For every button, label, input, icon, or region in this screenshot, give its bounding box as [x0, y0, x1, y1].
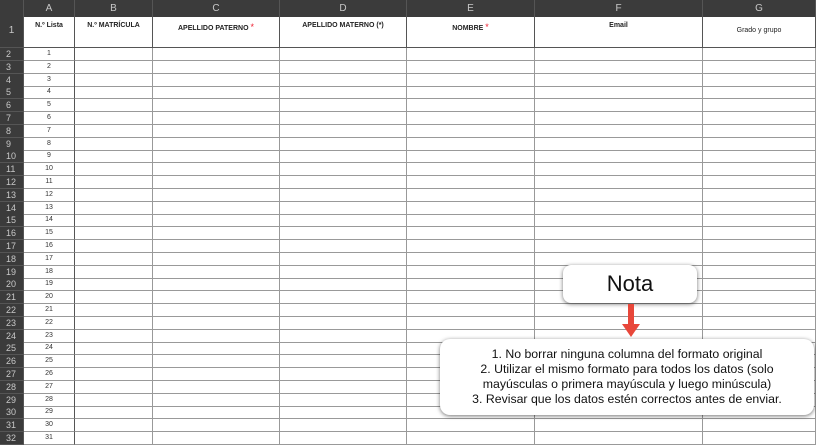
cell-apellido-materno[interactable] — [280, 253, 407, 266]
cell-matricula[interactable] — [75, 253, 153, 266]
cell-matricula[interactable] — [75, 394, 153, 407]
cell-apellido-paterno[interactable] — [153, 112, 280, 125]
cell-apellido-paterno[interactable] — [153, 253, 280, 266]
table-row — [0, 253, 816, 266]
table-row — [0, 432, 816, 445]
cell-apellido-paterno[interactable] — [153, 61, 280, 74]
cell-email[interactable] — [535, 253, 703, 266]
row-number[interactable]: 8 — [0, 125, 24, 138]
note-title-callout — [563, 265, 697, 303]
row-number[interactable]: 17 — [0, 240, 24, 253]
cell-apellido-paterno[interactable] — [153, 138, 280, 151]
table-row — [0, 112, 816, 125]
cell-grado-grupo[interactable] — [703, 112, 816, 125]
header-text: Email — [609, 22, 628, 29]
cell-apellido-paterno[interactable] — [153, 214, 280, 227]
cell-nombre[interactable] — [407, 125, 535, 138]
cell-matricula[interactable] — [75, 138, 153, 151]
cell-n-lista[interactable]: 5 — [24, 99, 75, 112]
cell-apellido-paterno[interactable] — [153, 48, 280, 61]
column-header-d[interactable]: D — [280, 0, 407, 17]
cell-email[interactable] — [535, 432, 703, 445]
row-number[interactable]: 19 — [0, 266, 24, 279]
row-number[interactable]: 31 — [0, 419, 24, 432]
cell-n-lista[interactable]: 6 — [24, 112, 75, 125]
cell-email[interactable] — [535, 150, 703, 163]
cell-n-lista[interactable]: 27 — [24, 381, 75, 394]
row-number[interactable]: 6 — [0, 99, 24, 112]
cell-apellido-materno[interactable] — [280, 48, 407, 61]
cell-apellido-paterno[interactable] — [153, 99, 280, 112]
header-text: N.º MATRÍCULA — [87, 22, 140, 29]
cell-email[interactable] — [535, 419, 703, 432]
column-header-e[interactable]: E — [407, 0, 535, 17]
note-line-4: 3. Revisar que los datos estén correctos antes de enviar. — [472, 392, 782, 406]
cell-grado-grupo[interactable] — [703, 86, 816, 99]
row-number[interactable]: 3 — [0, 61, 24, 74]
table-row — [0, 189, 816, 202]
row-number[interactable]: 26 — [0, 355, 24, 368]
row-number[interactable]: 23 — [0, 317, 24, 330]
cell-matricula[interactable] — [75, 291, 153, 304]
cell-email[interactable] — [535, 112, 703, 125]
cell-apellido-paterno[interactable] — [153, 368, 280, 381]
cell-n-lista[interactable]: 31 — [24, 432, 75, 445]
cell-nombre[interactable] — [407, 419, 535, 432]
cell-apellido-materno[interactable] — [280, 291, 407, 304]
cell-apellido-materno[interactable] — [280, 406, 407, 419]
cell-apellido-materno[interactable] — [280, 304, 407, 317]
column-header-c[interactable]: C — [153, 0, 280, 17]
table-row — [0, 74, 816, 87]
header-text: NOMBRE — [452, 25, 484, 32]
cell-apellido-materno[interactable] — [280, 317, 407, 330]
cell-matricula[interactable] — [75, 278, 153, 291]
cell-nombre[interactable] — [407, 112, 535, 125]
cell-apellido-paterno[interactable] — [153, 432, 280, 445]
cell-nombre[interactable] — [407, 163, 535, 176]
table-row — [0, 99, 816, 112]
arrow-shaft — [628, 304, 634, 326]
row-number[interactable]: 7 — [0, 112, 24, 125]
cell-email[interactable] — [535, 48, 703, 61]
cell-email[interactable] — [535, 202, 703, 215]
cell-grado-grupo[interactable] — [703, 74, 816, 87]
cell-n-lista[interactable]: 23 — [24, 330, 75, 343]
cell-apellido-materno[interactable] — [280, 330, 407, 343]
cell-n-lista[interactable]: 2 — [24, 61, 75, 74]
column-header-f[interactable]: F — [535, 0, 703, 17]
cell-email[interactable] — [535, 317, 703, 330]
cell-apellido-paterno[interactable] — [153, 163, 280, 176]
cell-grado-grupo[interactable] — [703, 240, 816, 253]
table-row — [0, 317, 816, 330]
table-row — [0, 61, 816, 74]
cell-n-lista[interactable]: 29 — [24, 406, 75, 419]
note-line-2: 2. Utilizar el mismo formato para todos los datos (solo — [480, 362, 774, 376]
cell-n-lista[interactable]: 9 — [24, 150, 75, 163]
required-mark: * — [250, 22, 254, 32]
cell-apellido-paterno[interactable] — [153, 150, 280, 163]
cell-apellido-paterno[interactable] — [153, 291, 280, 304]
cell-grado-grupo[interactable] — [703, 227, 816, 240]
cell-n-lista[interactable]: 19 — [24, 278, 75, 291]
header-text: APELLIDO PATERNO — [178, 25, 249, 32]
cell-nombre[interactable] — [407, 266, 535, 279]
row-number[interactable]: 16 — [0, 227, 24, 240]
cell-apellido-paterno[interactable] — [153, 419, 280, 432]
cell-matricula[interactable] — [75, 317, 153, 330]
cell-apellido-materno[interactable] — [280, 355, 407, 368]
row-number[interactable]: 2 — [0, 48, 24, 61]
table-row — [0, 48, 816, 61]
cell-n-lista[interactable]: 21 — [24, 304, 75, 317]
cell-grado-grupo[interactable] — [703, 266, 816, 279]
row-number[interactable]: 20 — [0, 278, 24, 291]
cell-nombre[interactable] — [407, 291, 535, 304]
table-row — [0, 227, 816, 240]
cell-apellido-paterno[interactable] — [153, 189, 280, 202]
cell-apellido-materno[interactable] — [280, 125, 407, 138]
header-cell-n-matricula[interactable] — [75, 17, 153, 48]
table-row — [0, 202, 816, 215]
cell-nombre[interactable] — [407, 253, 535, 266]
cell-apellido-materno[interactable] — [280, 278, 407, 291]
cell-nombre[interactable] — [407, 189, 535, 202]
header-cell-n-lista[interactable] — [24, 17, 75, 48]
cell-email[interactable] — [535, 189, 703, 202]
row-number[interactable]: 12 — [0, 176, 24, 189]
cell-grado-grupo[interactable] — [703, 176, 816, 189]
cell-apellido-paterno[interactable] — [153, 394, 280, 407]
cell-apellido-paterno[interactable] — [153, 317, 280, 330]
cell-apellido-paterno[interactable] — [153, 330, 280, 343]
cell-n-lista[interactable]: 13 — [24, 202, 75, 215]
cell-n-lista[interactable]: 1 — [24, 48, 75, 61]
cell-apellido-materno[interactable] — [280, 240, 407, 253]
cell-matricula[interactable] — [75, 61, 153, 74]
table-row — [0, 214, 816, 227]
cell-matricula[interactable] — [75, 342, 153, 355]
cell-matricula[interactable] — [75, 86, 153, 99]
row-number[interactable]: 29 — [0, 394, 24, 407]
column-header-g[interactable]: G — [703, 0, 816, 17]
cell-nombre[interactable] — [407, 61, 535, 74]
cell-apellido-materno[interactable] — [280, 266, 407, 279]
cell-n-lista[interactable]: 7 — [24, 125, 75, 138]
table-row — [0, 163, 816, 176]
cell-apellido-materno[interactable] — [280, 61, 407, 74]
cell-grado-grupo[interactable] — [703, 202, 816, 215]
cell-grado-grupo[interactable] — [703, 432, 816, 445]
cell-matricula[interactable] — [75, 240, 153, 253]
cell-matricula[interactable] — [75, 163, 153, 176]
row-number[interactable]: 30 — [0, 406, 24, 419]
row-number-1[interactable]: 1 — [0, 17, 24, 48]
column-header-a[interactable]: A — [24, 0, 75, 17]
row-number[interactable]: 13 — [0, 189, 24, 202]
cell-apellido-materno[interactable] — [280, 214, 407, 227]
cell-nombre[interactable] — [407, 99, 535, 112]
cell-matricula[interactable] — [75, 355, 153, 368]
cell-apellido-materno[interactable] — [280, 176, 407, 189]
table-row — [0, 304, 816, 317]
cell-apellido-paterno[interactable] — [153, 304, 280, 317]
row-number[interactable]: 11 — [0, 163, 24, 176]
cell-apellido-materno[interactable] — [280, 432, 407, 445]
cell-matricula[interactable] — [75, 227, 153, 240]
cell-nombre[interactable] — [407, 150, 535, 163]
cell-n-lista[interactable]: 16 — [24, 240, 75, 253]
cell-grado-grupo[interactable] — [703, 150, 816, 163]
cell-nombre[interactable] — [407, 138, 535, 151]
cell-apellido-materno[interactable] — [280, 138, 407, 151]
select-all-corner[interactable] — [0, 0, 24, 17]
cell-n-lista[interactable]: 10 — [24, 163, 75, 176]
required-mark: * — [485, 22, 489, 32]
cell-grado-grupo[interactable] — [703, 189, 816, 202]
cell-matricula[interactable] — [75, 74, 153, 87]
cell-matricula[interactable] — [75, 150, 153, 163]
cell-n-lista[interactable]: 30 — [24, 419, 75, 432]
cell-apellido-paterno[interactable] — [153, 176, 280, 189]
header-text: APELLIDO MATERNO (*) — [302, 22, 384, 29]
note-line-3: mayúsculas o primera mayúscula y luego minúscula) — [482, 377, 772, 391]
note-title: Nota — [606, 271, 654, 296]
header-cell-email[interactable] — [535, 17, 703, 48]
cell-nombre[interactable] — [407, 86, 535, 99]
header-cell-apellido-materno[interactable] — [280, 17, 407, 48]
cell-n-lista[interactable]: 20 — [24, 291, 75, 304]
row-number[interactable]: 22 — [0, 304, 24, 317]
cell-apellido-paterno[interactable] — [153, 202, 280, 215]
cell-nombre[interactable] — [407, 48, 535, 61]
cell-apellido-paterno[interactable] — [153, 125, 280, 138]
header-cell-apellido-paterno[interactable] — [153, 17, 280, 48]
row-number[interactable]: 32 — [0, 432, 24, 445]
cell-n-lista[interactable]: 12 — [24, 189, 75, 202]
cell-grado-grupo[interactable] — [703, 214, 816, 227]
row-number[interactable]: 24 — [0, 330, 24, 343]
cell-grado-grupo[interactable] — [703, 125, 816, 138]
cell-apellido-materno[interactable] — [280, 112, 407, 125]
cell-email[interactable] — [535, 125, 703, 138]
row-number[interactable]: 28 — [0, 381, 24, 394]
cell-matricula[interactable] — [75, 304, 153, 317]
cell-grado-grupo[interactable] — [703, 138, 816, 151]
table-row — [0, 86, 816, 99]
cell-n-lista[interactable]: 4 — [24, 86, 75, 99]
cell-matricula[interactable] — [75, 214, 153, 227]
cell-nombre[interactable] — [407, 317, 535, 330]
cell-nombre[interactable] — [407, 214, 535, 227]
cell-nombre[interactable] — [407, 432, 535, 445]
cell-email[interactable] — [535, 304, 703, 317]
cell-matricula[interactable] — [75, 176, 153, 189]
cell-apellido-materno[interactable] — [280, 150, 407, 163]
cell-nombre[interactable] — [407, 304, 535, 317]
note-instructions-box — [440, 339, 814, 415]
cell-apellido-paterno[interactable] — [153, 278, 280, 291]
header-row — [0, 17, 816, 48]
cell-n-lista[interactable]: 8 — [24, 138, 75, 151]
cell-grado-grupo[interactable] — [703, 48, 816, 61]
cell-matricula[interactable] — [75, 368, 153, 381]
cell-apellido-materno[interactable] — [280, 394, 407, 407]
cell-apellido-paterno[interactable] — [153, 342, 280, 355]
header-cell-grado-grupo[interactable] — [703, 17, 816, 48]
cell-nombre[interactable] — [407, 227, 535, 240]
cell-matricula[interactable] — [75, 406, 153, 419]
cell-apellido-paterno[interactable] — [153, 86, 280, 99]
cell-grado-grupo[interactable] — [703, 61, 816, 74]
table-row — [0, 419, 816, 432]
cell-apellido-paterno[interactable] — [153, 227, 280, 240]
arrow-head — [622, 324, 640, 337]
cell-email[interactable] — [535, 240, 703, 253]
cell-email[interactable] — [535, 86, 703, 99]
row-number[interactable]: 27 — [0, 368, 24, 381]
cell-n-lista[interactable]: 24 — [24, 342, 75, 355]
cell-grado-grupo[interactable] — [703, 291, 816, 304]
row-number[interactable]: 25 — [0, 342, 24, 355]
cell-n-lista[interactable]: 28 — [24, 394, 75, 407]
down-arrow-icon — [621, 304, 641, 338]
cell-apellido-materno[interactable] — [280, 74, 407, 87]
cell-matricula[interactable] — [75, 112, 153, 125]
cell-matricula[interactable] — [75, 432, 153, 445]
row-number[interactable]: 5 — [0, 86, 24, 99]
cell-email[interactable] — [535, 163, 703, 176]
cell-email[interactable] — [535, 99, 703, 112]
header-text: N.º Lista — [35, 22, 63, 29]
cell-matricula[interactable] — [75, 99, 153, 112]
cell-n-lista[interactable]: 18 — [24, 266, 75, 279]
cell-apellido-paterno[interactable] — [153, 74, 280, 87]
note-line-1: 1. No borrar ninguna columna del formato original — [491, 347, 763, 361]
cell-nombre[interactable] — [407, 278, 535, 291]
cell-n-lista[interactable]: 22 — [24, 317, 75, 330]
cell-grado-grupo[interactable] — [703, 99, 816, 112]
cell-n-lista[interactable]: 11 — [24, 176, 75, 189]
cell-apellido-materno[interactable] — [280, 99, 407, 112]
cell-apellido-materno[interactable] — [280, 368, 407, 381]
cell-nombre[interactable] — [407, 240, 535, 253]
cell-matricula[interactable] — [75, 202, 153, 215]
cell-email[interactable] — [535, 214, 703, 227]
cell-n-lista[interactable]: 14 — [24, 214, 75, 227]
cell-grado-grupo[interactable] — [703, 278, 816, 291]
row-number[interactable]: 14 — [0, 202, 24, 215]
cell-n-lista[interactable]: 26 — [24, 368, 75, 381]
row-number[interactable]: 4 — [0, 74, 24, 87]
cell-apellido-paterno[interactable] — [153, 240, 280, 253]
cell-email[interactable] — [535, 138, 703, 151]
cell-apellido-materno[interactable] — [280, 342, 407, 355]
row-number[interactable]: 9 — [0, 138, 24, 151]
cell-apellido-materno[interactable] — [280, 163, 407, 176]
cell-grado-grupo[interactable] — [703, 304, 816, 317]
cell-email[interactable] — [535, 227, 703, 240]
cell-apellido-materno[interactable] — [280, 381, 407, 394]
cell-nombre[interactable] — [407, 202, 535, 215]
cell-apellido-paterno[interactable] — [153, 266, 280, 279]
table-row — [0, 125, 816, 138]
cell-apellido-materno[interactable] — [280, 189, 407, 202]
cell-n-lista[interactable]: 17 — [24, 253, 75, 266]
cell-matricula[interactable] — [75, 48, 153, 61]
cell-grado-grupo[interactable] — [703, 163, 816, 176]
cell-apellido-materno[interactable] — [280, 227, 407, 240]
table-row — [0, 150, 816, 163]
cell-matricula[interactable] — [75, 125, 153, 138]
row-number[interactable]: 10 — [0, 150, 24, 163]
cell-email[interactable] — [535, 74, 703, 87]
cell-matricula[interactable] — [75, 266, 153, 279]
cell-apellido-paterno[interactable] — [153, 381, 280, 394]
cell-apellido-materno[interactable] — [280, 419, 407, 432]
cell-email[interactable] — [535, 176, 703, 189]
cell-email[interactable] — [535, 61, 703, 74]
cell-matricula[interactable] — [75, 330, 153, 343]
cell-grado-grupo[interactable] — [703, 253, 816, 266]
column-header-bar — [0, 0, 816, 17]
header-cell-nombre[interactable] — [407, 17, 535, 48]
cell-grado-grupo[interactable] — [703, 317, 816, 330]
table-row — [0, 138, 816, 151]
column-header-b[interactable]: B — [75, 0, 153, 17]
cell-matricula[interactable] — [75, 381, 153, 394]
table-row — [0, 176, 816, 189]
cell-apellido-materno[interactable] — [280, 86, 407, 99]
cell-grado-grupo[interactable] — [703, 419, 816, 432]
cell-n-lista[interactable]: 15 — [24, 227, 75, 240]
row-number[interactable]: 15 — [0, 214, 24, 227]
cell-apellido-materno[interactable] — [280, 202, 407, 215]
cell-n-lista[interactable]: 3 — [24, 74, 75, 87]
cell-apellido-paterno[interactable] — [153, 355, 280, 368]
row-number[interactable]: 21 — [0, 291, 24, 304]
cell-nombre[interactable] — [407, 176, 535, 189]
cell-matricula[interactable] — [75, 189, 153, 202]
header-text: Grado y grupo — [736, 27, 782, 34]
cell-n-lista[interactable]: 25 — [24, 355, 75, 368]
cell-apellido-paterno[interactable] — [153, 406, 280, 419]
cell-matricula[interactable] — [75, 419, 153, 432]
table-row — [0, 240, 816, 253]
cell-nombre[interactable] — [407, 74, 535, 87]
row-number[interactable]: 18 — [0, 253, 24, 266]
